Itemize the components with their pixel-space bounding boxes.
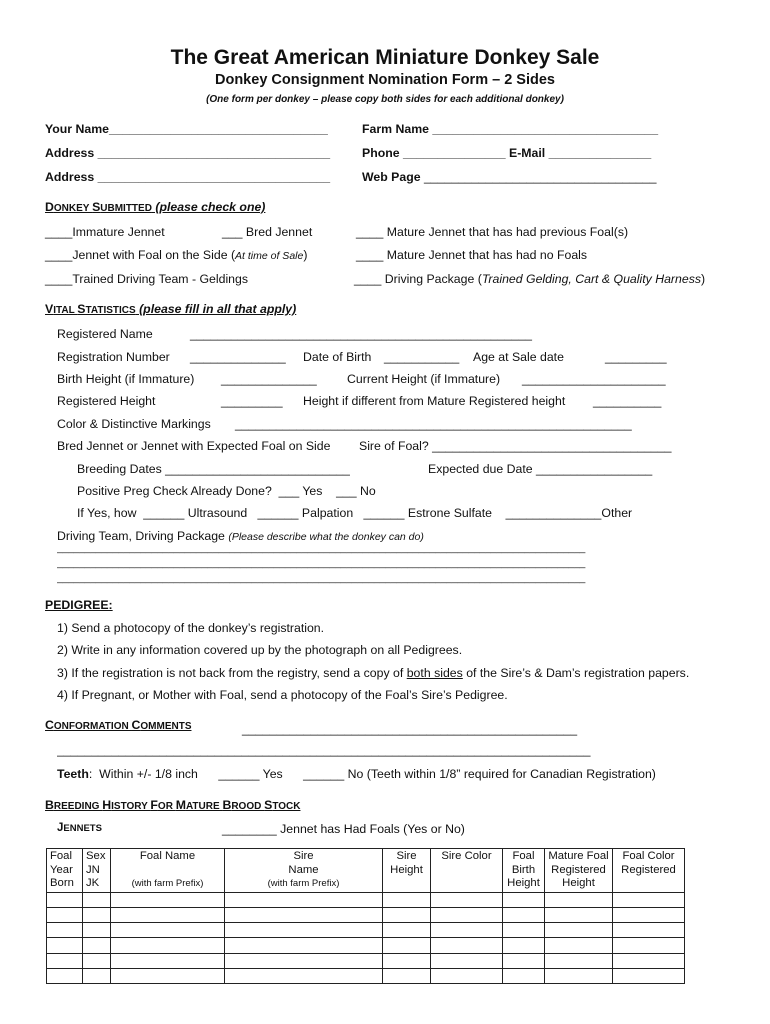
- vital-statistics-heading: VITAL STATISTICS (please fill in all that apply): [45, 302, 297, 316]
- registered-name-label: Registered Name: [57, 327, 153, 341]
- height-if-different-label: Height if different from Mature Registered height: [303, 394, 566, 408]
- web-page-label: Web Page: [362, 170, 421, 184]
- option-mature-no-foals[interactable]: ____ Mature Jennet that has had no Foals: [356, 248, 588, 262]
- breeding-history-heading: BREEDING HISTORY FOR MATURE BROOD STOCK: [45, 798, 301, 812]
- date-of-birth-label: Date of Birth: [303, 350, 372, 364]
- pedigree-item-1: 1) Send a photocopy of the donkey’s registration.: [57, 621, 325, 635]
- col-sire-height: Sire Height: [383, 849, 431, 893]
- option-mature-prev-foals[interactable]: ____ Mature Jennet that has had previous Foal(s): [356, 225, 629, 239]
- registered-height-input[interactable]: _________: [221, 394, 283, 408]
- teeth-field[interactable]: Teeth: Within +/- 1/8 inch ______ Yes ______ No (Teeth within 1/8” required for Canadian Registration): [57, 767, 656, 781]
- conformation-line-1[interactable]: _________________________________________________: [242, 722, 578, 736]
- pedigree-heading: PEDIGREE:: [45, 598, 113, 612]
- table-header-row: [47, 849, 685, 893]
- current-height-input[interactable]: _____________________: [522, 372, 666, 386]
- breeding-history-table: [46, 848, 685, 984]
- registration-number-input[interactable]: ______________: [190, 350, 286, 364]
- birth-height-input[interactable]: ______________: [221, 372, 317, 386]
- birth-height-label: Birth Height (if Immature): [57, 372, 195, 386]
- jennets-label: JENNETS: [57, 822, 102, 834]
- col-foal-color-registered: Foal Color Registered: [613, 849, 685, 893]
- conformation-line-2[interactable]: ______________________________________________________________________________: [57, 743, 591, 757]
- web-page-field[interactable]: [362, 170, 657, 184]
- pedigree-item-4: 4) If Pregnant, or Mother with Foal, send a photocopy of the Foal’s Sire’s Pedigree.: [57, 688, 508, 702]
- page-subtitle: Donkey Consignment Nomination Form – 2 Sides: [215, 72, 555, 88]
- option-trained-team[interactable]: ____Trained Driving Team - Geldings: [45, 272, 249, 286]
- option-jennet-foal-side[interactable]: ____Jennet with Foal on the Side (At time of Sale): [45, 248, 308, 262]
- col-sex: Sex JN JK: [83, 849, 111, 893]
- page-title: The Great American Miniature Donkey Sale: [170, 46, 600, 69]
- address-field-1[interactable]: Address __________________________________: [45, 146, 331, 160]
- height-if-different-input[interactable]: __________: [593, 394, 662, 408]
- col-foal-birth-height: Foal Birth Height: [503, 849, 545, 893]
- age-at-sale-label: Age at Sale date: [473, 350, 564, 364]
- option-driving-package[interactable]: ____ Driving Package (Trained Gelding, Cart & Quality Harness): [354, 272, 706, 286]
- table-row[interactable]: [47, 892, 685, 907]
- address-field-2[interactable]: Address __________________________________: [45, 170, 331, 184]
- table-row[interactable]: [47, 968, 685, 983]
- pedigree-item-3: 3) If the registration is not back from the registry, send a copy of both sides of the Sire’s & Dam’s registration papers.: [57, 666, 690, 680]
- page-note: (One form per donkey – please copy both sides for each additional donkey): [206, 94, 564, 105]
- age-at-sale-input[interactable]: _________: [605, 350, 667, 364]
- if-yes-how-field[interactable]: If Yes, how ______ Ultrasound ______ Palpation ______ Estrone Sulfate ______________Other: [77, 506, 633, 520]
- option-immature-jennet[interactable]: ____Immature Jennet: [45, 225, 165, 239]
- table-row[interactable]: [47, 907, 685, 922]
- pedigree-item-2: 2) Write in any information covered up by the photograph on all Pedigrees.: [57, 643, 463, 657]
- sire-of-foal-field[interactable]: Sire of Foal? ___________________________________: [359, 439, 672, 453]
- date-of-birth-input[interactable]: ___________: [384, 350, 460, 364]
- registered-height-label: Registered Height: [57, 394, 156, 408]
- table-row[interactable]: [47, 923, 685, 938]
- description-line-2[interactable]: _______________________________________________________________________________________________: [57, 558, 586, 569]
- table-row[interactable]: [47, 953, 685, 968]
- donkey-submitted-heading: DONKEY SUBMITTED (please check one): [45, 200, 266, 214]
- bred-jennet-expected-label: Bred Jennet or Jennet with Expected Foal on Side: [57, 439, 331, 453]
- description-line-1[interactable]: _______________________________________________________________________________________________: [57, 543, 586, 554]
- web-page-line: __________________________________: [420, 170, 657, 184]
- option-bred-jennet[interactable]: ___ Bred Jennet: [222, 225, 313, 239]
- farm-name-field[interactable]: Farm Name _________________________________: [362, 122, 659, 136]
- jennet-has-had-foals-field[interactable]: ________ Jennet has Had Foals (Yes or No): [222, 822, 465, 836]
- preg-check-field[interactable]: Positive Preg Check Already Done? ___ Yes ___ No: [77, 484, 376, 498]
- col-sire-name: Sire Name (with farm Prefix): [225, 849, 383, 893]
- breeding-dates-field[interactable]: Breeding Dates ___________________________: [77, 462, 350, 476]
- col-foal-year-born: Foal Year Born: [47, 849, 83, 893]
- registration-number-label: Registration Number: [57, 350, 170, 364]
- color-markings-label: Color & Distinctive Markings: [57, 417, 211, 431]
- col-sire-color: Sire Color: [431, 849, 503, 893]
- conformation-heading: CONFORMATION COMMENTS: [45, 718, 192, 732]
- driving-team-package-label: Driving Team, Driving Package (Please describe what the donkey can do): [57, 529, 424, 543]
- registered-name-input[interactable]: __________________________________________________: [190, 327, 532, 341]
- col-mature-foal-reg-height: Mature Foal Registered Height: [545, 849, 613, 893]
- your-name-field[interactable]: Your Name________________________________: [45, 122, 328, 136]
- expected-due-date-field[interactable]: Expected due Date _________________: [428, 462, 653, 476]
- color-markings-input[interactable]: __________________________________________________________: [235, 417, 632, 431]
- current-height-label: Current Height (if Immature): [347, 372, 501, 386]
- col-foal-name: Foal Name (with farm Prefix): [111, 849, 225, 893]
- phone-email-field[interactable]: Phone _______________ E-Mail _______________: [362, 146, 652, 160]
- table-row[interactable]: [47, 938, 685, 953]
- description-line-3[interactable]: _______________________________________________________________________________________________: [57, 573, 586, 584]
